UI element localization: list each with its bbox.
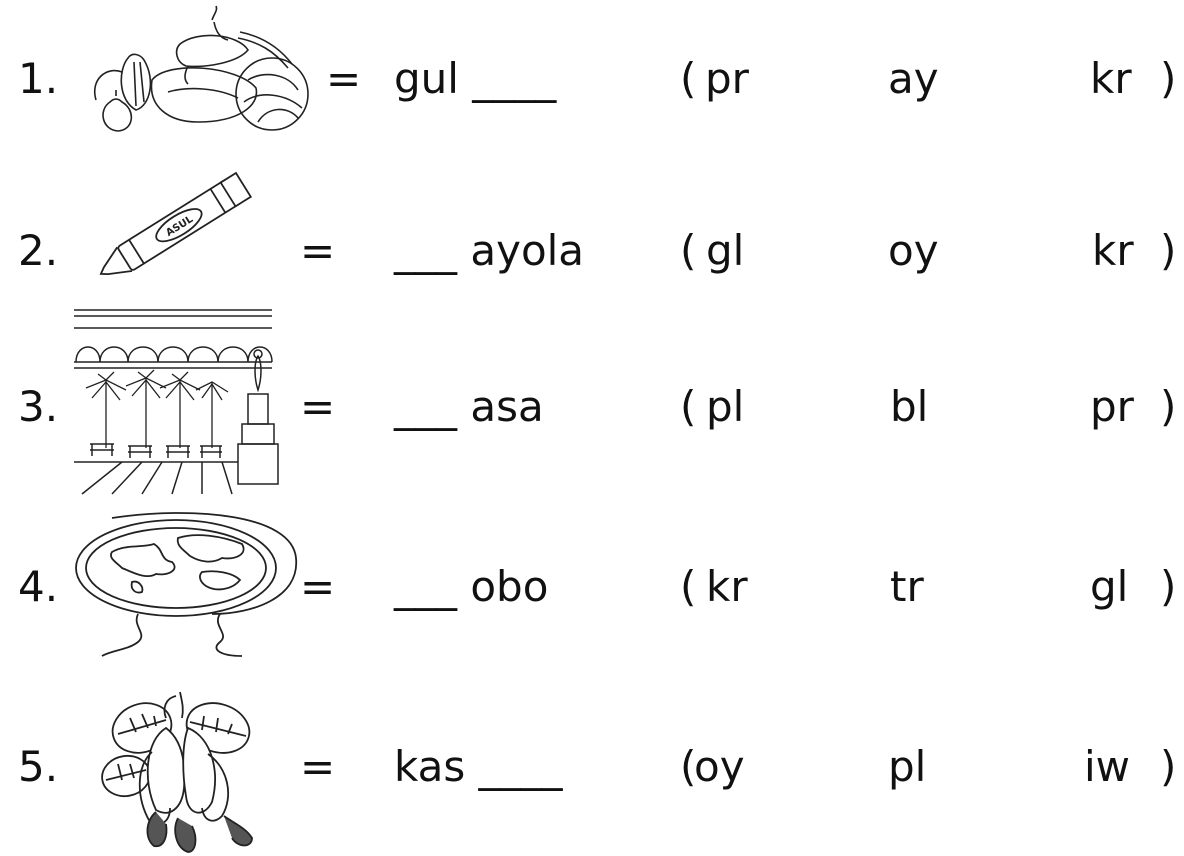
equals-sign: =: [300, 382, 336, 431]
choice-3: kr: [1090, 54, 1132, 103]
close-paren: ): [1160, 54, 1177, 103]
exercise-row-1: [0, 0, 1184, 150]
crayon-icon: [96, 160, 272, 280]
exercise-row-5: [0, 680, 1184, 830]
choice-3: kr: [1092, 226, 1134, 275]
item-number: 1.: [18, 54, 59, 103]
choice-3: gl: [1090, 562, 1129, 611]
close-paren: ): [1160, 562, 1177, 611]
equals-sign: =: [300, 226, 336, 275]
cashew-icon: [96, 688, 274, 856]
word-with-blank: ___ ayola: [394, 226, 585, 275]
exercise-row-2: [0, 140, 1184, 290]
item-number: 2.: [18, 226, 59, 275]
globe-icon: [72, 510, 302, 660]
equals-sign: =: [300, 742, 336, 791]
open-paren: (: [680, 54, 697, 103]
close-paren: ): [1160, 742, 1177, 791]
open-paren: (: [680, 226, 697, 275]
choice-2: bl: [890, 382, 929, 431]
close-paren: ): [1160, 226, 1177, 275]
choice-1: pl: [706, 382, 745, 431]
open-paren: (: [680, 382, 697, 431]
choice-1: kr: [706, 562, 748, 611]
word-with-blank: ___ asa: [394, 382, 544, 431]
exercise-row-3: [0, 294, 1184, 444]
choice-1: gl: [706, 226, 745, 275]
equals-sign: =: [300, 562, 336, 611]
choice-3: pr: [1090, 382, 1134, 431]
item-number: 3.: [18, 382, 59, 431]
choice-1: pr: [705, 54, 749, 103]
vegetables-icon: [88, 10, 318, 132]
item-number: 5.: [18, 742, 59, 791]
equals-sign: =: [326, 54, 362, 103]
word-with-blank: gul ____: [394, 54, 557, 103]
choice-2: ay: [888, 54, 939, 103]
choice-2: oy: [888, 226, 939, 275]
open-paren: (: [680, 742, 697, 791]
choice-3: iw: [1084, 742, 1131, 791]
plaza-icon: [62, 298, 284, 494]
word-with-blank: kas ____: [394, 742, 563, 791]
open-paren: (: [680, 562, 697, 611]
item-number: 4.: [18, 562, 59, 611]
choice-2: pl: [888, 742, 927, 791]
close-paren: ): [1160, 382, 1177, 431]
choice-2: tr: [890, 562, 924, 611]
word-with-blank: ___ obo: [394, 562, 549, 611]
exercise-row-4: [0, 504, 1184, 654]
crayon-label: ASUL: [164, 213, 196, 239]
choice-1: oy: [694, 742, 745, 791]
